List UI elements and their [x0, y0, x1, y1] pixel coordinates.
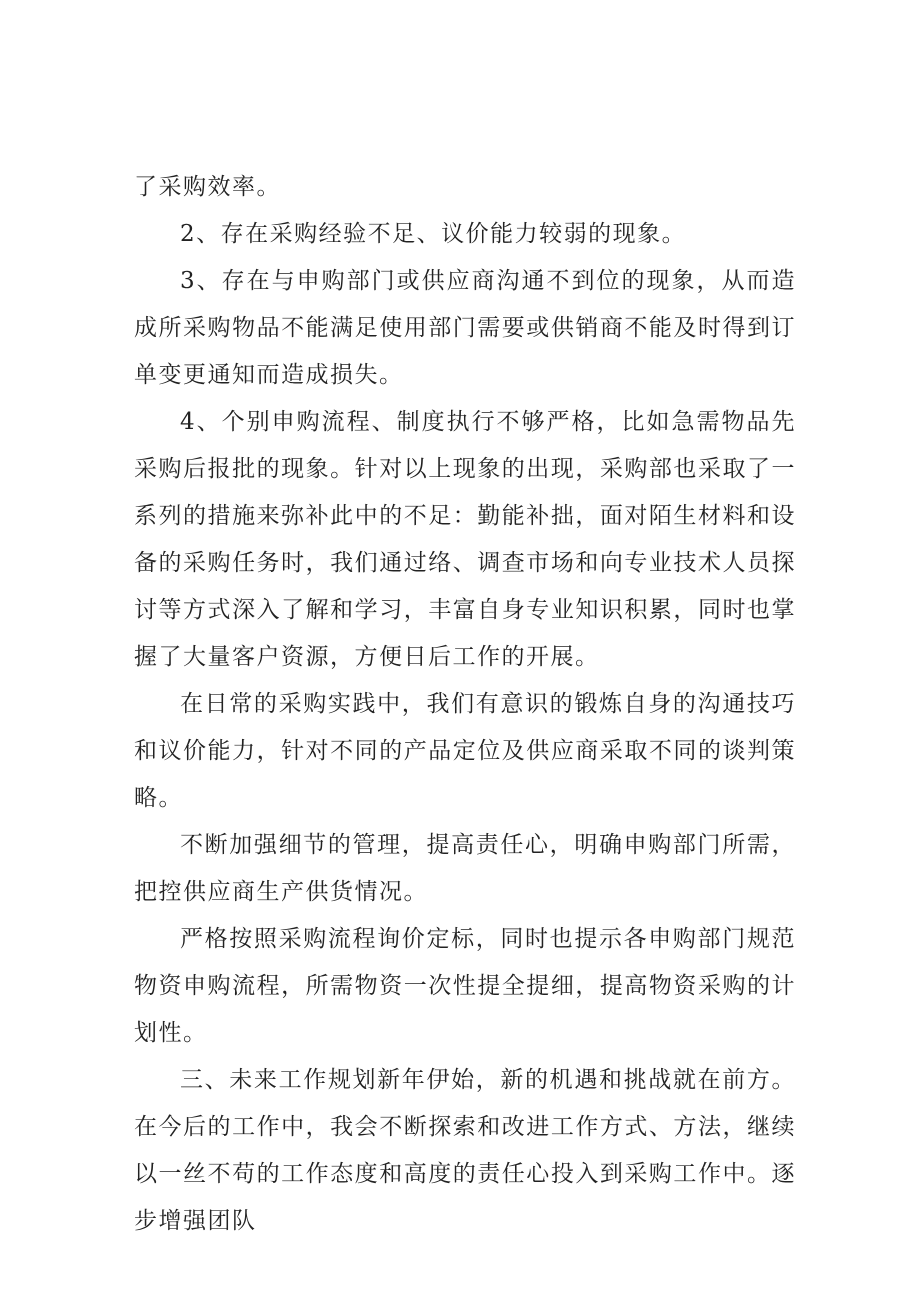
paragraph-item-2: 2、存在采购经验不足、议价能力较弱的现象。 [180, 221, 687, 247]
paragraph-item-3: 3、存在与申购部门或供应商沟通不到位的现象，从而造成所采购物品不能满足使用部门需要或供销商不能及时得到订单变更通知而造成损失。 [134, 268, 796, 388]
paragraph-daily-practice: 在日常的采购实践中，我们有意识的锻炼自身的沟通技巧和议价能力，针对不同的产品定位及供应商采取不同的谈判策略。 [134, 691, 796, 811]
paragraph-item-4: 4、个别申购流程、制度执行不够严格，比如急需物品先采购后报批的现象。针对以上现象的出现，采购部也采取了一系列的措施来弥补此中的不足：勤能补拙，面对陌生材料和设备的采购任务时，我们通过络、调查市场和向专业技术人员探讨等方式深入了解和学习，丰富自身专业知识积累，同时也掌握了大量客户资源，方便日后工作的开展。 [134, 409, 796, 670]
document-body [134, 164, 796, 1245]
paragraph-future-plan: 三、未来工作规划新年伊始，新的机遇和挑战就在前方。在今后的工作中，我会不断探索和改进工作方式、方法，继续以一丝不苟的工作态度和高度的责任心投入到采购工作中。逐步增强团队 [134, 1067, 796, 1234]
paragraph-continuation: 了采购效率。 [134, 174, 281, 200]
paragraph-detail-management: 不断加强细节的管理，提高责任心，明确申购部门所需，把控供应商生产供货情况。 [134, 832, 796, 905]
paragraph-procurement-process: 严格按照采购流程询价定标，同时也提示各申购部门规范物资申购流程，所需物资一次性提全提细，提高物资采购的计划性。 [134, 926, 796, 1046]
